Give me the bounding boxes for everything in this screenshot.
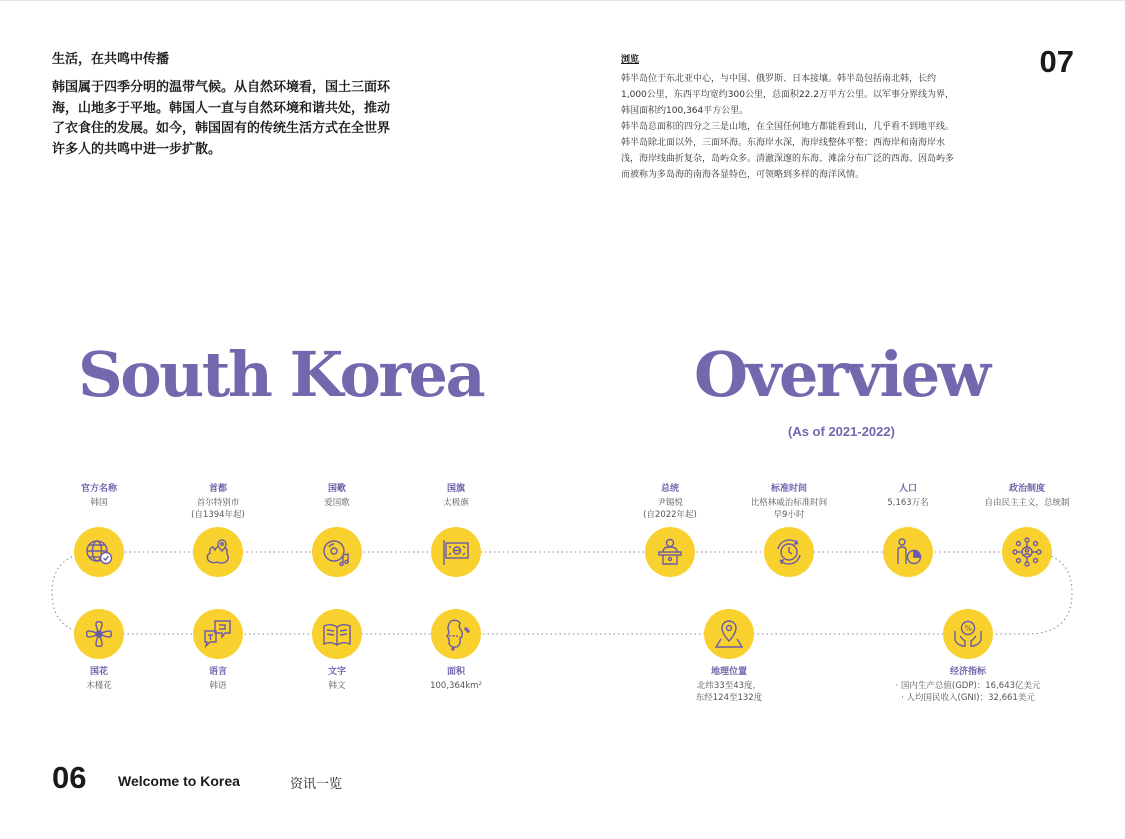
fact-value: (自1394年起) (191, 510, 245, 521)
fact-value: 100,364km² (430, 680, 482, 691)
fact-title: 官方名称 (80, 484, 117, 494)
page-number-right: 07 (1039, 44, 1074, 79)
title-south-korea: South Korea (78, 338, 484, 411)
overview-paragraph-2: 韩半岛总面积的四分之三是山地，在全国任何地方都能看到山，几乎看不到地平线。韩半岛除北面以外，三面环海。东海岸水深，海岸线整体平整；西海岸和南海岸水浅，海岸线曲折复杂，岛屿众多。清澈深邃的东海、滩涂分布广泛的西海、因岛屿多而被称为多岛海的南海各显特色，可领略到多样的海洋风情。 (621, 122, 955, 181)
podium-icon (645, 527, 695, 577)
title-overview: Overview (694, 338, 989, 411)
page-number-left: 06 (52, 760, 87, 795)
fact-value: 爱国歌 (324, 497, 350, 508)
fact-value: 5,163万名 (887, 497, 929, 508)
network-icon (1002, 527, 1052, 577)
globe-check-icon (74, 527, 124, 577)
fact-title: 语言 (208, 667, 227, 677)
fact-title: 总统 (660, 484, 679, 494)
fact-title: 地理位置 (710, 667, 747, 677)
footer-subtitle: 资讯一览 (290, 777, 343, 792)
fact-value: · 人均国民收入(GNI)：32,661美元 (901, 693, 1035, 704)
location-icon (704, 609, 754, 659)
fact-title: 经济指标 (949, 667, 986, 677)
flower-icon (74, 609, 124, 659)
overview-heading: 浏览 (621, 55, 640, 65)
fact-value: 太极旗 (443, 497, 469, 508)
book-icon (312, 609, 362, 659)
fact-area (386, 666, 526, 692)
fact-value: 东经124至132度 (695, 693, 763, 704)
intro-body: 韩国属于四季分明的温带气候。从自然环境看，国土三面环海，山地多于平地。韩国人一直与自然环境和谐共处，推动了衣食住的发展。如今，韩国固有的传统生活方式在全世界许多人的共鸣中进一步扩散。 (52, 80, 391, 157)
footer-title: Welcome to Korea (118, 773, 240, 789)
fact-political-system (957, 483, 1097, 509)
intro-heading: 生活，在共鸣中传播 (52, 52, 170, 67)
fact-flag (386, 483, 526, 509)
fact-value: 韩国 (90, 497, 108, 508)
fact-title: 政治制度 (1008, 484, 1045, 494)
hands-percent-icon (943, 609, 993, 659)
fact-value: 韩语 (209, 680, 227, 691)
overview-paragraph-1: 韩半岛位于东北亚中心，与中国、俄罗斯、日本接壤。韩半岛包括南北韩，长约1,000公里，东西平均宽约300公里，总面积22.2万平方公里。以军事分界线为界，韩国面积约100,364平方公里。 (621, 74, 954, 117)
fact-value: 北纬33至43度， (696, 680, 762, 691)
map-pin-icon (193, 527, 243, 577)
fact-title: 人口 (898, 484, 917, 494)
population-icon (883, 527, 933, 577)
fact-value: (自2022年起) (643, 510, 697, 521)
svg-text:%: % (964, 624, 973, 633)
fact-value: 自由民主主义，总统制 (984, 497, 1070, 508)
music-disc-icon (312, 527, 362, 577)
fact-value: 首尔特别市 (196, 497, 240, 508)
fact-title: 首都 (208, 484, 227, 494)
as-of-date: (As of 2021-2022) (788, 424, 895, 439)
clock-icon (764, 527, 814, 577)
fact-title: 国旗 (446, 484, 465, 494)
fact-economy (883, 666, 1053, 705)
korea-map-icon (431, 609, 481, 659)
fact-title: 国歌 (327, 484, 346, 494)
fact-value: 早9小时 (773, 510, 805, 521)
fact-value: 比格林威治标准时间 (750, 497, 828, 508)
fact-title: 标准时间 (770, 484, 807, 494)
fact-value: 木槿花 (86, 680, 112, 691)
fact-location (659, 666, 799, 705)
flag-icon (431, 527, 481, 577)
fact-value: 韩文 (328, 680, 346, 691)
fact-title: 国花 (89, 667, 108, 677)
fact-value: · 国内生产总值(GDP)：16,643亿美元 (895, 680, 1041, 691)
fact-title: 面积 (446, 667, 465, 677)
fact-value: 尹锡悦 (657, 497, 683, 508)
speech-icon (193, 609, 243, 659)
fact-title: 文字 (327, 667, 346, 677)
